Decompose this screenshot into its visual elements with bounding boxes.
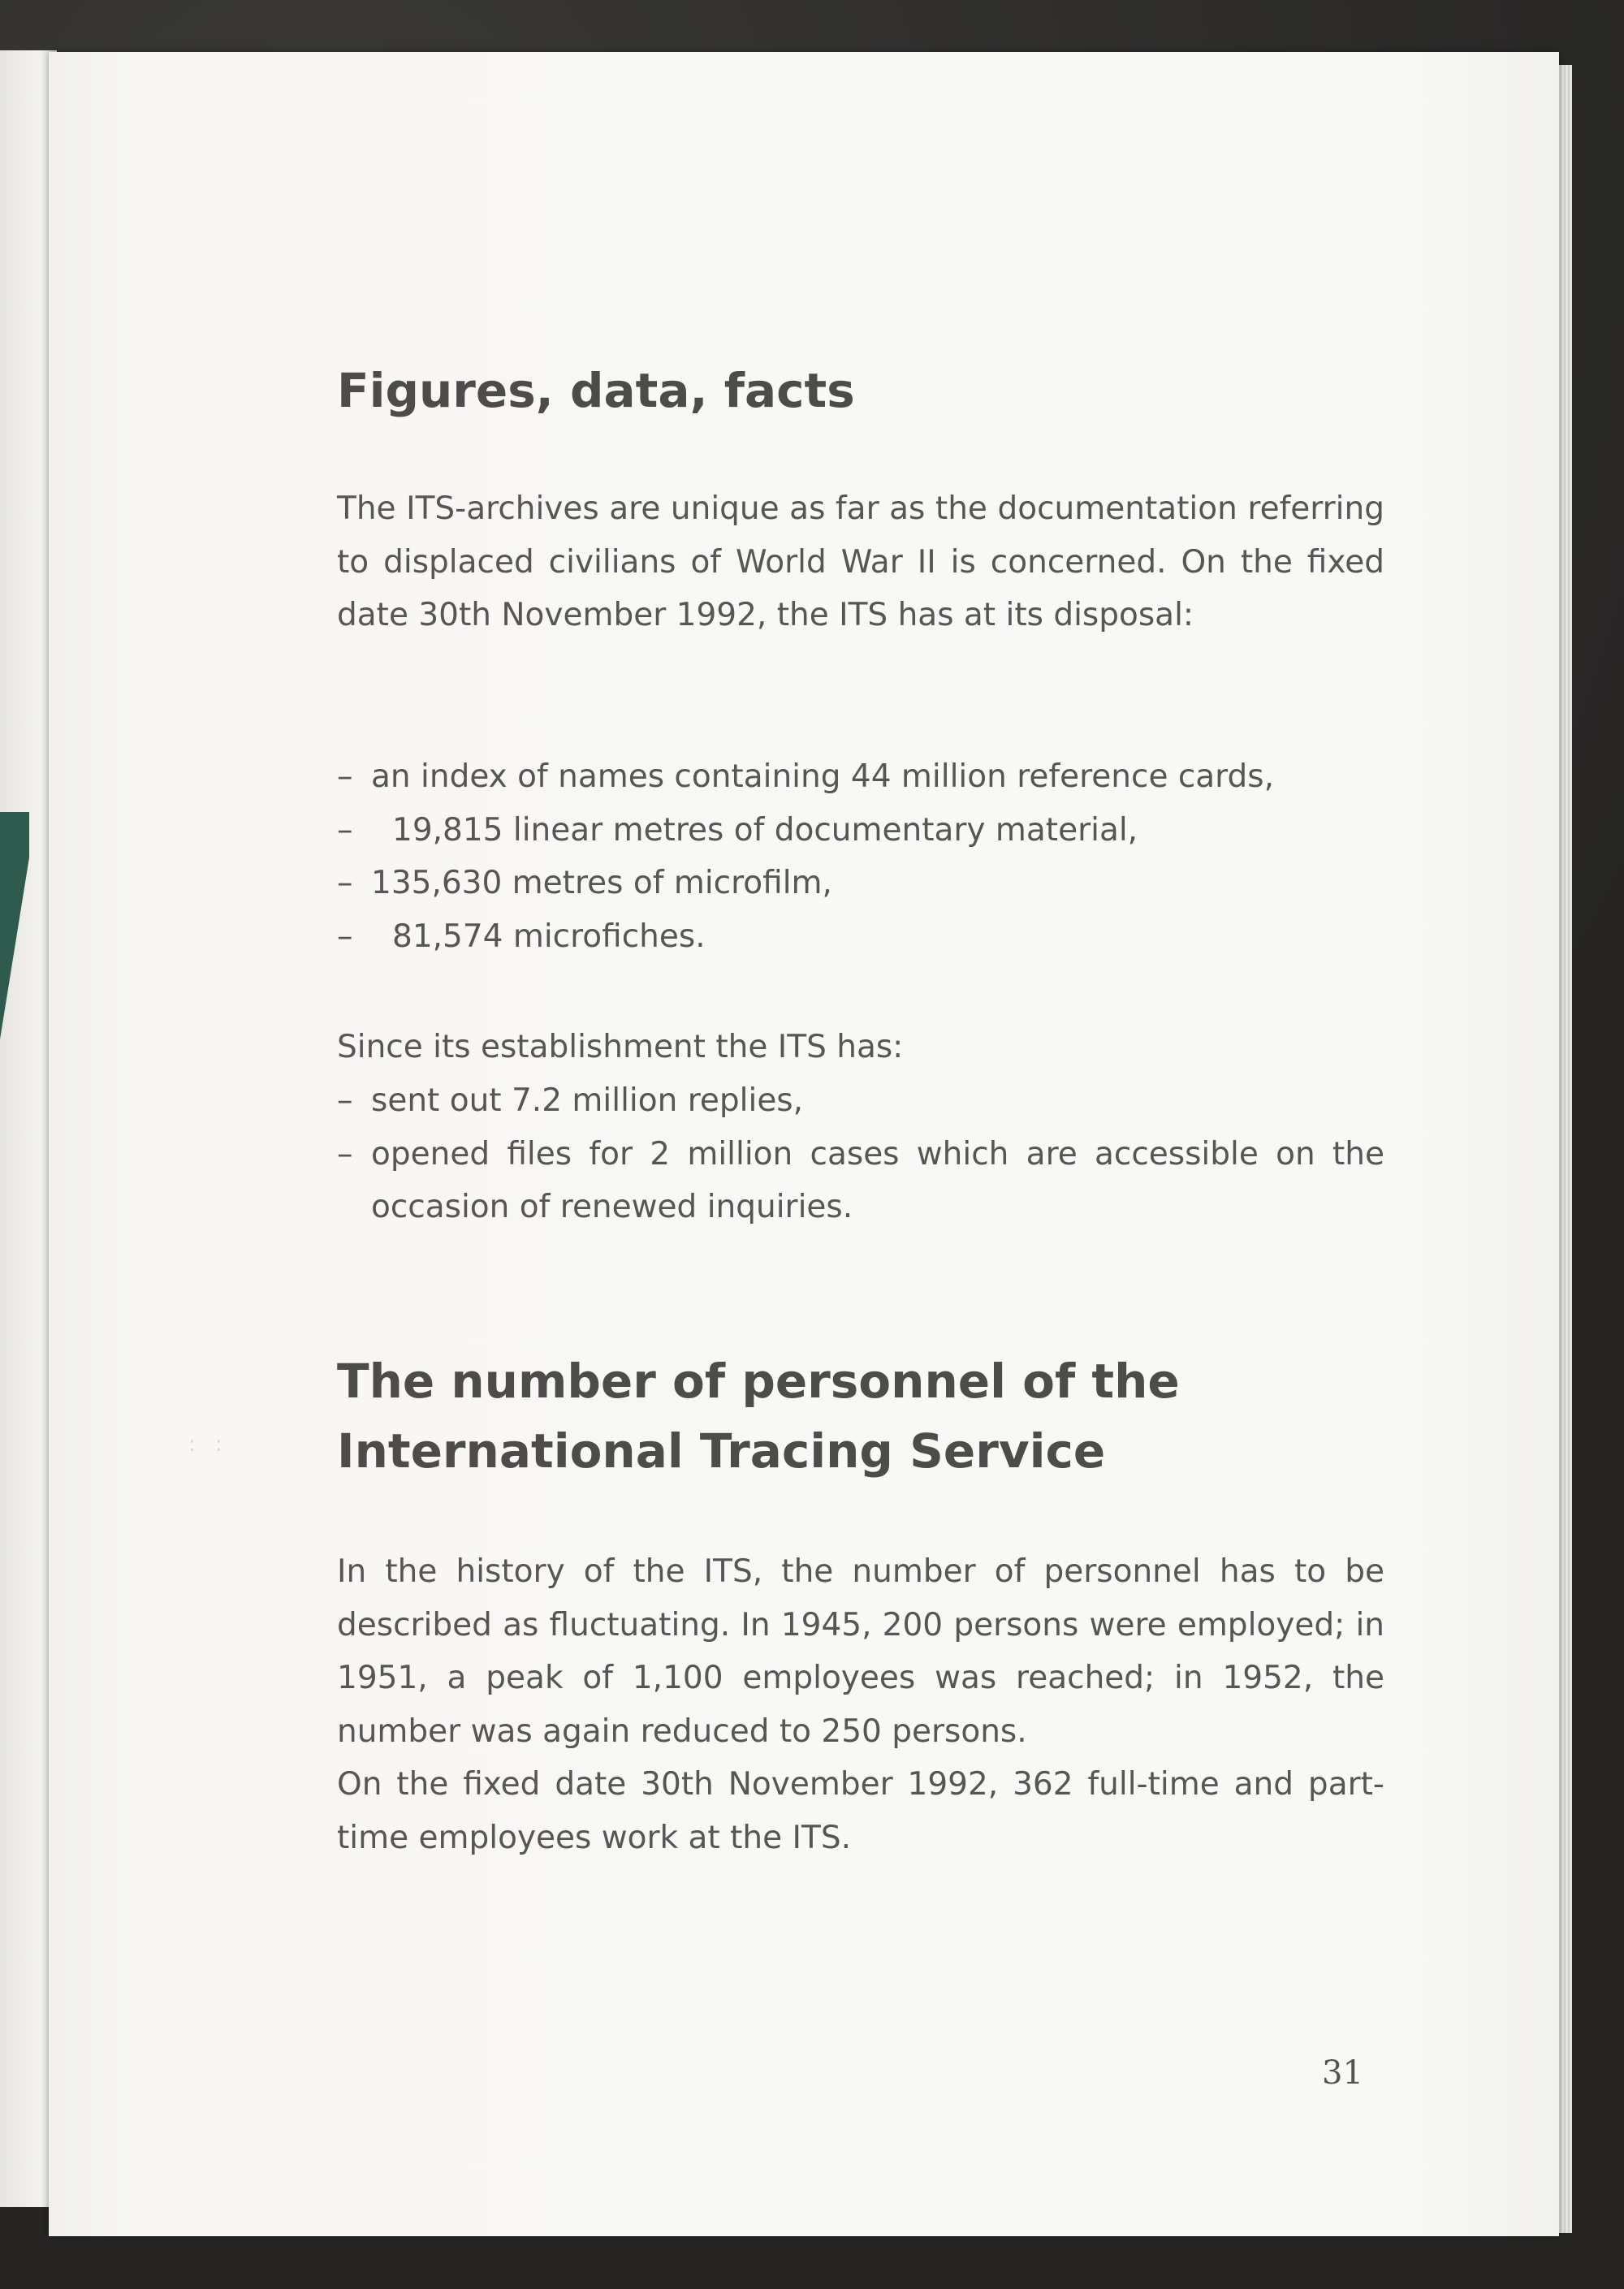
page-number: 31	[1322, 2054, 1363, 2092]
list-item: – opened files for 2 million cases which are accessible on the occasion of renewed inquiries.	[337, 1135, 1384, 1225]
holdings-list	[337, 750, 1384, 963]
achievements-list	[337, 1074, 1384, 1234]
list-item: – an index of names containing 44 million reference cards,	[337, 758, 1274, 795]
section-title-figures: Figures, data, facts	[337, 363, 855, 418]
personnel-paragraph	[337, 1545, 1384, 1864]
list-item: – 81,574 microfiches.	[337, 918, 706, 955]
book-page	[49, 52, 1559, 2236]
list-item: – 135,630 metres of microfilm,	[337, 865, 832, 901]
personnel-current-text: On the fixed date 30th November 1992, 362 full-time and part-time employees work at the ITS.	[337, 1766, 1384, 1856]
list-item: – 19,815 linear metres of documentary material,	[337, 811, 1138, 849]
section-title-line-2: International Tracing Service	[337, 1423, 1106, 1479]
section-title-line-1: The number of personnel of the	[337, 1354, 1180, 1409]
since-intro-text: Since its establishment the ITS has:	[337, 1029, 904, 1065]
margin-marks: : :	[188, 1432, 229, 1457]
list-item: – sent out 7.2 million replies,	[337, 1082, 804, 1119]
section-title-personnel	[337, 1346, 1180, 1486]
personnel-history-text: In the history of the ITS, the number of personnel has to be described as fluctuating. In 1945, 200 persons were employed; in 1951, a peak of 1,100 employees was reached; in 1952, the number was again reduced to 250 persons.	[337, 1553, 1384, 1750]
intro-paragraph: The ITS-archives are unique as far as the documentation referring to displaced civilians of World War II is concerned. On the fixed date 30th November 1992, the ITS has at its disposal:	[337, 490, 1384, 633]
